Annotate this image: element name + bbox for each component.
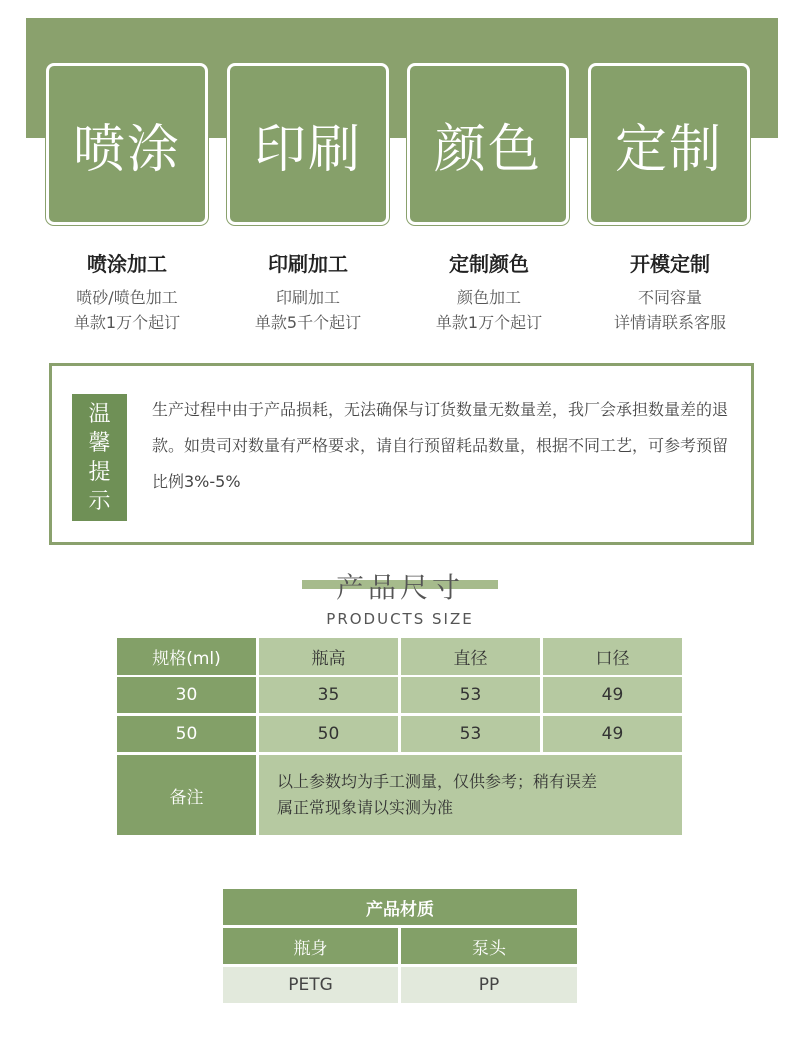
service-title: 喷涂加工: [87, 252, 167, 276]
size-subtitle: PRODUCTS SIZE: [326, 610, 474, 628]
table-cell: 49: [543, 716, 682, 752]
service-line: 单款5千个起订: [254, 313, 362, 332]
notice-tag: 温馨提示: [72, 394, 127, 521]
card-spray-label: 喷涂: [72, 119, 181, 180]
size-title: 产品尺寸: [335, 571, 464, 604]
service-line: 喷砂/喷色加工: [76, 288, 178, 307]
card-spray: [46, 63, 208, 225]
table-cell: 49: [543, 677, 682, 713]
service-line: 颜色加工: [456, 288, 521, 307]
size-header-diameter: 直径: [401, 638, 540, 675]
card-color: [407, 63, 569, 225]
material-value-body: PETG: [223, 967, 398, 1003]
service-title: 定制颜色: [449, 252, 529, 276]
size-header-height: 瓶高: [259, 638, 398, 675]
material-header-pump: 泵头: [401, 928, 577, 964]
table-cell: 50: [117, 716, 256, 752]
service-line: 单款1万个起订: [73, 313, 181, 332]
service-color: [399, 248, 579, 335]
service-line: 详情请联系客服: [613, 313, 726, 332]
service-custom: [580, 248, 760, 335]
remark-text: [259, 755, 682, 835]
size-header-mouth: 口径: [543, 638, 682, 675]
card-print-label: 印刷: [253, 119, 362, 180]
material-value-pump: PP: [401, 967, 577, 1003]
card-custom: [588, 63, 750, 225]
service-line: 印刷加工: [275, 288, 340, 307]
table-cell: 53: [401, 677, 540, 713]
remark-label: 备注: [117, 755, 256, 835]
table-cell: 53: [401, 716, 540, 752]
card-print: [227, 63, 389, 225]
service-title: 印刷加工: [268, 252, 348, 276]
table-cell: 30: [117, 677, 256, 713]
table-cell: 50: [259, 716, 398, 752]
service-spray: [37, 248, 217, 335]
size-header-spec: 规格(ml): [117, 638, 256, 675]
notice-text: 生产过程中由于产品损耗，无法确保与订货数量无数量差，我厂会承担数量差的退款。如贵司对数量有严格要求，请自行预留耗品数量，根据不同工艺，可参考预留比例3%-5%: [152, 400, 729, 491]
service-line: 不同容量: [637, 288, 702, 307]
service-title: 开模定制: [630, 252, 710, 276]
remark-line: 属正常现象请以实测为准: [277, 798, 454, 817]
notice-box: [49, 363, 754, 545]
card-color-label: 颜色: [433, 119, 542, 180]
service-line: 单款1万个起订: [435, 313, 543, 332]
table-cell: 35: [259, 677, 398, 713]
service-print: [218, 248, 398, 335]
remark-line: 以上参数均为手工测量，仅供参考；稍有误差: [277, 772, 598, 791]
card-custom-label: 定制: [614, 119, 723, 180]
material-header-body: 瓶身: [223, 928, 398, 964]
material-title: 产品材质: [223, 889, 577, 925]
